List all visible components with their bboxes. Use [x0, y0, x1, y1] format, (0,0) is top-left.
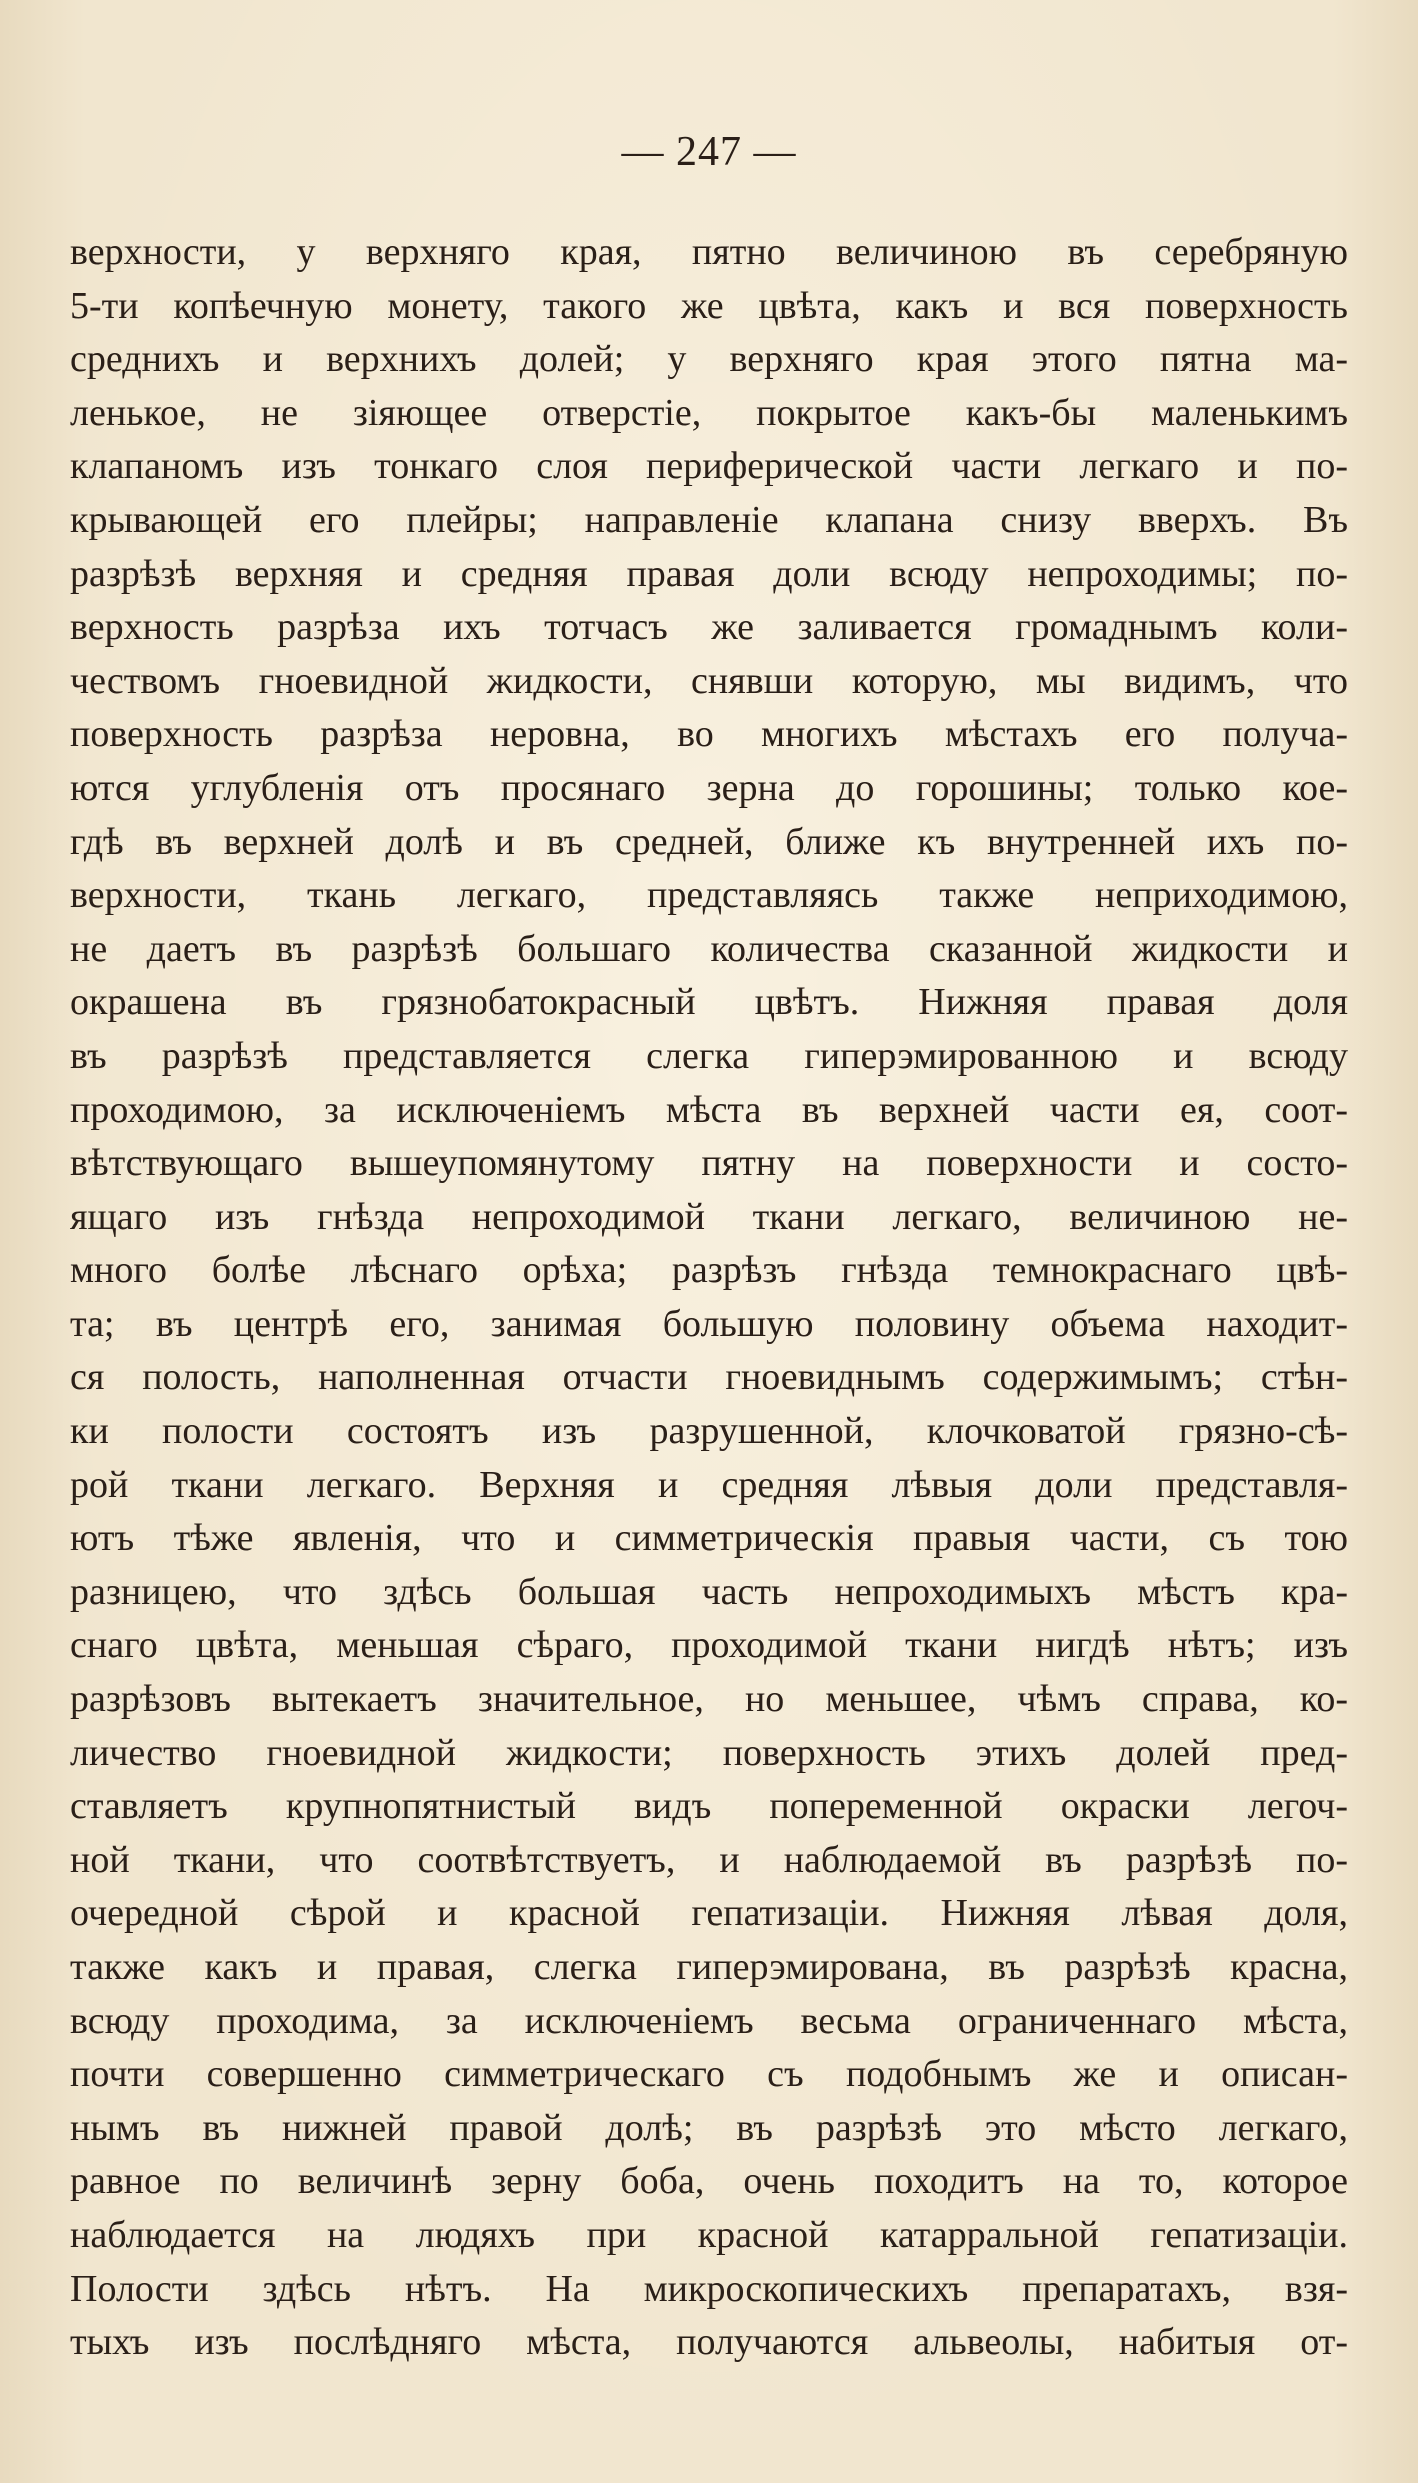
text-line: среднихъ и верхнихъ долей; у верхняго края этого пятна ма-	[70, 338, 1348, 381]
page-number: — 247 —	[621, 129, 797, 175]
text-line: ставляетъ крупнопятнистый видъ попеременной окраски легоч-	[70, 1785, 1348, 1828]
text-line: наблюдается на людяхъ при красной катарральной гепатизаціи.	[70, 2213, 1348, 2256]
text-line: ящаго изъ гнѣзда непроходимой ткани легкаго, величиною не-	[70, 1195, 1348, 1238]
text-line: ленькое, не зіяющее отверстіе, покрытое какъ-бы маленькимъ	[70, 391, 1348, 434]
text-line: гдѣ въ верхней долѣ и въ средней, ближе къ внутренней ихъ по-	[70, 820, 1348, 863]
text-line: нымъ въ нижней правой долѣ; въ разрѣзѣ это мѣсто легкаго,	[70, 2106, 1348, 2149]
text-line: личество гноевидной жидкости; поверхность этихъ долей пред-	[70, 1731, 1348, 1774]
text-line: также какъ и правая, слегка гиперэмирована, въ разрѣзѣ красна,	[70, 1946, 1348, 1988]
text-line: всюду проходима, за исключеніемъ весьма ограниченнаго мѣста,	[70, 1999, 1348, 2042]
text-line: вѣтствующаго вышеупомянутому пятну на поверхности и состо-	[70, 1142, 1348, 1185]
text-line: поверхность разрѣза неровна, во многихъ мѣстахъ его получа-	[70, 713, 1348, 756]
text-line: проходимою, за исключеніемъ мѣста въ верхней части ея, соот-	[70, 1088, 1348, 1131]
text-line: окрашена въ грязнобатокрасный цвѣтъ. Нижняя правая доля	[70, 981, 1348, 1024]
text-line: верхность разрѣза ихъ тотчасъ же заливается громаднымъ коли-	[70, 606, 1348, 649]
text-line: очередной сѣрой и красной гепатизаціи. Нижняя лѣвая доля,	[70, 1892, 1348, 1935]
text-line: тыхъ изъ послѣдняго мѣста, получаются альвеолы, набитыя от-	[70, 2321, 1348, 2364]
text-line: верхности, ткань легкаго, представляясь также неприходимою,	[70, 874, 1348, 917]
text-line: ся полость, наполненная отчасти гноевиднымъ содержимымъ; стѣн-	[70, 1356, 1348, 1399]
text-line: не даетъ въ разрѣзѣ большаго количества сказанной жидкости и	[70, 927, 1348, 970]
text-line: почти совершенно симметрическаго съ подобнымъ же и описан-	[70, 2053, 1348, 2096]
text-line: верхности, у верхняго края, пятно величиною въ серебряную	[70, 231, 1348, 273]
text-line: 5-ти копѣечную монету, такого же цвѣта, какъ и вся поверхность	[70, 284, 1348, 327]
body-text	[70, 226, 1348, 2370]
text-line: много болѣе лѣснаго орѣха; разрѣзъ гнѣзда темнокраснаго цвѣ-	[70, 1249, 1348, 1292]
text-line: равное по величинѣ зерну боба, очень походитъ на то, которое	[70, 2160, 1348, 2203]
text-line: та; въ центрѣ его, занимая большую половину объема находит-	[70, 1302, 1348, 1345]
text-line: клапаномъ изъ тонкаго слоя периферической части легкаго и по-	[70, 445, 1348, 488]
text-line: ной ткани, что соотвѣтствуетъ, и наблюдаемой въ разрѣзѣ по-	[70, 1838, 1348, 1881]
text-line: разрѣзовъ вытекаетъ значительное, но меньшее, чѣмъ справа, ко-	[70, 1678, 1348, 1721]
text-line: ки полости состоятъ изъ разрушенной, клочковатой грязно-сѣ-	[70, 1410, 1348, 1453]
text-line: крывающей его плейры; направленіе клапана снизу вверхъ. Въ	[70, 498, 1348, 541]
text-line: въ разрѣзѣ представляется слегка гиперэмированною и всюду	[70, 1034, 1348, 1077]
text-line: разрѣзѣ верхняя и средняя правая доли всюду непроходимы; по-	[70, 552, 1348, 595]
text-line: разницею, что здѣсь большая часть непроходимыхъ мѣстъ кра-	[70, 1570, 1348, 1613]
text-line: ются углубленія отъ просянаго зерна до горошины; только кое-	[70, 766, 1348, 809]
text-line: Полости здѣсь нѣтъ. На микроскопическихъ препаратахъ, взя-	[70, 2267, 1348, 2310]
text-line: ютъ тѣже явленія, что и симметрическія правыя части, съ тою	[70, 1517, 1348, 1560]
text-line: рой ткани легкаго. Верхняя и средняя лѣвыя доли представля-	[70, 1463, 1348, 1506]
text-line: снаго цвѣта, меньшая сѣраго, проходимой ткани нигдѣ нѣтъ; изъ	[70, 1624, 1348, 1667]
text-line: чествомъ гноевидной жидкости, снявши которую, мы видимъ, что	[70, 659, 1348, 702]
